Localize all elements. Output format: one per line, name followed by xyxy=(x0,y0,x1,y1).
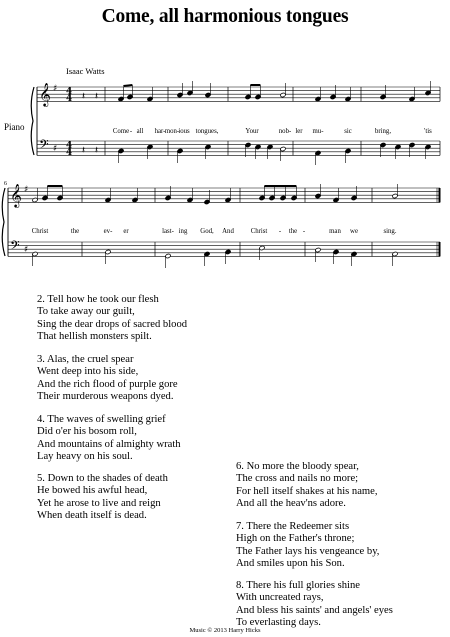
lyric-syllable: Your xyxy=(245,128,259,135)
verse-7 xyxy=(236,521,379,571)
lyric-syllable: we xyxy=(350,228,358,235)
verse-line: To everlasting days. xyxy=(236,617,321,629)
verse-line: And the rich flood of purple gore xyxy=(37,378,178,390)
lyric-syllable: er xyxy=(123,228,129,235)
quarter-rest: 𝄽 xyxy=(95,91,99,102)
notation xyxy=(2,81,440,268)
verse-line: For hell itself shakes at his name, xyxy=(236,485,378,497)
verse-line: 5. Down to the shades of death xyxy=(37,473,168,484)
verse-line: When death itself is dead. xyxy=(37,510,147,522)
lyric-syllable: har- xyxy=(154,128,166,135)
verse-line: Their murderous weapons dyed. xyxy=(37,391,174,403)
verse-line: 8. There his full glories shine xyxy=(236,580,360,591)
lyric-syllable: last- xyxy=(162,228,174,235)
lyric-syllable: ing xyxy=(178,228,188,235)
sharp-key-signature: ♯ xyxy=(53,144,58,154)
verse-line: Yet he arose to live and reign xyxy=(37,497,161,509)
verse-line: The Father lays his vengeance by, xyxy=(236,545,380,557)
treble-clef: 𝄞 xyxy=(39,82,51,106)
sharp-key-signature: ♯ xyxy=(24,245,29,255)
verse-line: And all the heav'ns adore. xyxy=(236,498,346,510)
lyric-syllable: - xyxy=(278,228,282,235)
verse-line: Lay heavy on his soul. xyxy=(37,451,133,463)
time-signature-top: 4 xyxy=(66,141,73,151)
verse-8 xyxy=(236,580,393,630)
lyric-syllable: sic xyxy=(344,128,352,135)
verse-line: And bless his saints' and angels' eyes xyxy=(236,604,393,616)
verse-line: 2. Tell how he took our flesh xyxy=(37,294,159,305)
measure-number: 6 xyxy=(4,181,7,187)
verse-6 xyxy=(236,461,378,511)
lyric-syllable: mu- xyxy=(312,128,324,135)
lyric-syllable: man xyxy=(329,228,341,235)
verse-line: And mountains of almighty wrath xyxy=(37,438,181,450)
time-signature-bottom: 4 xyxy=(66,148,73,159)
quarter-rest: 𝄽 xyxy=(95,145,99,156)
verse-line: The cross and nails no more; xyxy=(236,473,359,485)
time-signature-top: 4 xyxy=(66,87,73,97)
lyric-syllable: ious xyxy=(178,128,190,135)
lyric-syllable: the xyxy=(288,228,298,235)
instrument-label: Piano xyxy=(4,122,25,132)
verse-line: With uncreated rays, xyxy=(236,592,324,604)
lyric-syllable: Come xyxy=(112,128,130,135)
quarter-rest: 𝄽 xyxy=(82,91,86,102)
verse-line: That hellish monsters spilt. xyxy=(37,331,152,343)
verse-line: 3. Alas, the cruel spear xyxy=(37,354,134,365)
verse-4 xyxy=(37,414,181,464)
sharp-key-signature: ♯ xyxy=(24,185,29,195)
lyric-syllable: mon- xyxy=(164,128,180,135)
quarter-rest: 𝄽 xyxy=(82,145,86,156)
copyright-notice: Music © 2013 Harry Hicks xyxy=(189,627,261,634)
lyric-syllable: sing. xyxy=(383,228,397,235)
lyric-syllable: bring, xyxy=(374,128,392,135)
lyric-syllable: ev- xyxy=(103,228,113,235)
time-signature-bottom: 4 xyxy=(66,94,73,105)
lyric-syllable: the xyxy=(70,228,80,235)
lyric-syllable: - xyxy=(129,128,133,135)
brace xyxy=(2,188,5,256)
verse-line: 6. No more the bloody spear, xyxy=(236,461,359,472)
lyric-syllable: - xyxy=(302,228,306,235)
page-title: Come, all harmonious tongues xyxy=(101,6,349,27)
brace xyxy=(31,87,34,155)
verse-line: To take away our guilt, xyxy=(37,306,135,318)
verse-line: 7. There the Redeemer sits xyxy=(236,521,350,532)
lyric-syllable: all xyxy=(136,128,144,135)
verse-line: Did o'er his bosom roll, xyxy=(37,426,137,438)
verse-line: 4. The waves of swelling grief xyxy=(37,414,166,425)
lyrics-line-2 xyxy=(32,228,397,235)
lyric-syllable: God, xyxy=(200,228,214,235)
lyric-syllable: nob- xyxy=(278,128,292,135)
lyrics-line-1 xyxy=(113,128,432,135)
verse-line: Sing the dear drops of sacred blood xyxy=(37,318,188,330)
lyric-syllable: tongues, xyxy=(195,128,219,135)
music-score xyxy=(0,0,450,280)
treble-clef: 𝄞 xyxy=(10,183,22,207)
lyric-syllable: 'tis xyxy=(424,128,432,135)
verse-3 xyxy=(37,354,178,404)
lyric-syllable: Christ xyxy=(250,228,268,235)
composer-name: Isaac Watts xyxy=(66,66,105,76)
bass-clef: 𝄢 xyxy=(39,137,49,155)
lyric-syllable: And xyxy=(222,228,234,235)
sharp-key-signature: ♯ xyxy=(53,84,58,94)
beam xyxy=(123,85,132,86)
bass-clef: 𝄢 xyxy=(10,238,20,256)
verse-2 xyxy=(37,294,187,344)
verse-5 xyxy=(37,473,168,523)
verse-line: He bowed his awful head, xyxy=(37,485,148,497)
verse-line: High on the Father's throne; xyxy=(236,533,355,545)
verse-line: Went deep into his side, xyxy=(37,366,139,378)
verse-line: And smiles upon his Son. xyxy=(236,558,345,570)
lyric-syllable: ler xyxy=(295,128,303,135)
lyric-syllable: Christ xyxy=(31,228,49,235)
